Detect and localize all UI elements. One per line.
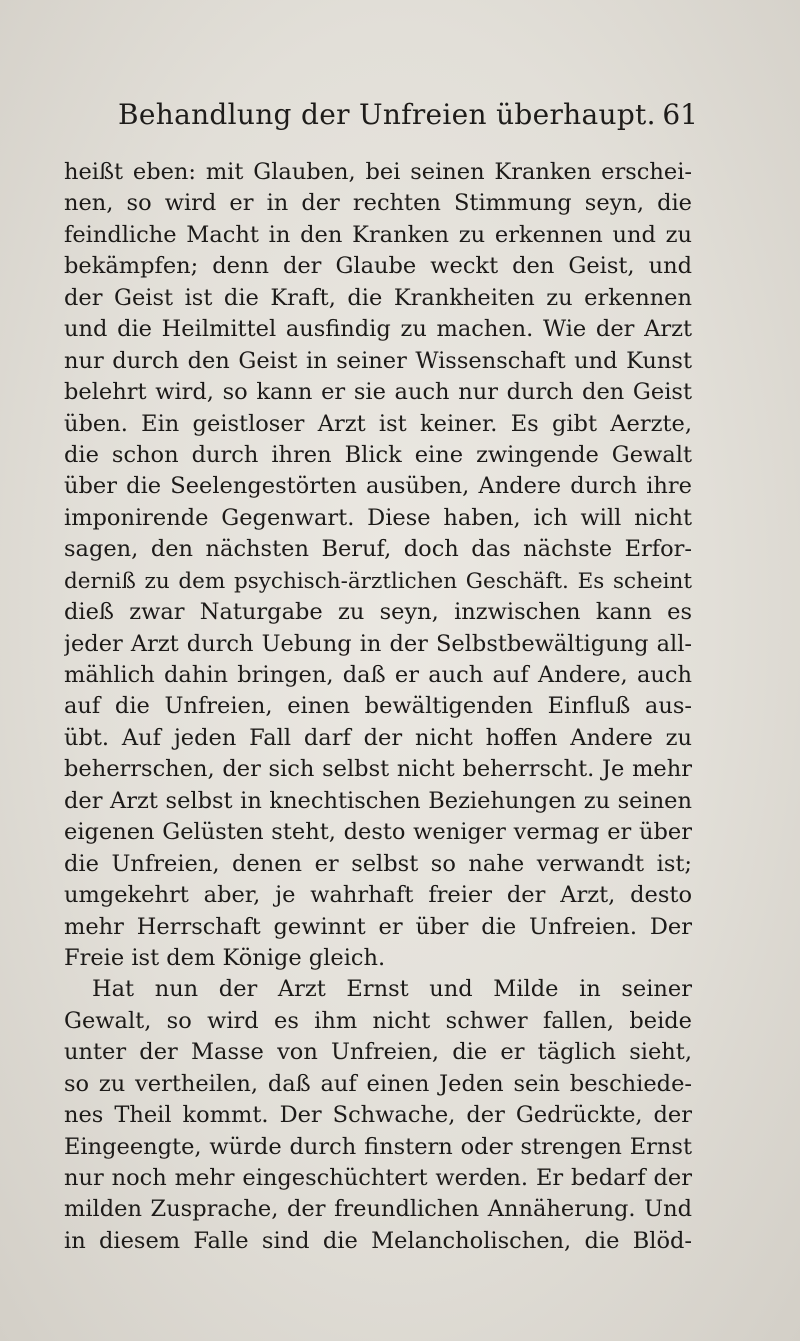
text-line: die schon durch ihren Blick eine zwingende Gewalt — [64, 441, 692, 468]
text-line: mählich dahin bringen, daß er auch auf Andere, auch — [64, 662, 692, 688]
text-line: sagen, den nächsten Beruf, doch das nächste Erfor- — [64, 536, 692, 563]
paragraph-end-line: Freie ist dem Könige gleich. — [64, 944, 386, 971]
text-line: unter der Masse von Unfreien, die er täglich sieht, — [64, 1039, 692, 1066]
text-line: nur durch den Geist in seiner Wissenschaft und Kunst — [64, 347, 692, 374]
text-line: üben. Ein geistloser Arzt ist keiner. Es gibt Aerzte, — [64, 410, 692, 437]
text-line: Gewalt, so wird es ihm nicht schwer fallen, beide — [64, 1007, 692, 1034]
paragraph-start-line: Hat nun der Arzt Ernst und Milde in seiner — [92, 976, 692, 1003]
text-line: übt. Auf jeden Fall darf der nicht hoffen Andere zu — [64, 724, 692, 751]
text-line: nur noch mehr eingeschüchtert werden. Er bedarf der — [64, 1165, 692, 1191]
text-line: imponirende Gegenwart. Diese haben, ich will nicht — [64, 504, 692, 531]
text-line: der Arzt selbst in knechtischen Beziehungen zu seinen — [64, 787, 692, 814]
text-line: die Unfreien, denen er selbst so nahe verwandt ist; — [64, 850, 692, 877]
text-line: heißt eben: mit Glauben, bei seinen Kranken erschei- — [64, 159, 692, 185]
text-line: derniß zu dem psychisch-ärztlichen Geschäft. Es scheint — [64, 568, 692, 594]
text-line: in diesem Falle sind die Melancholischen, die Blöd- — [64, 1227, 692, 1254]
text-line: umgekehrt aber, je wahrhaft freier der Arzt, desto — [64, 882, 692, 909]
text-line: nes Theil kommt. Der Schwache, der Gedrückte, der — [64, 1102, 692, 1129]
text-line: dieß zwar Naturgabe zu seyn, inzwischen kann es — [64, 599, 692, 626]
text-line: und die Heilmittel ausfindig zu machen. Wie der Arzt — [64, 316, 692, 343]
page-header — [118, 98, 698, 138]
text-line: über die Seelengestörten ausüben, Andere durch ihre — [64, 473, 692, 500]
body-text — [64, 157, 692, 1257]
text-line: der Geist ist die Kraft, die Krankheiten zu erkennen — [64, 284, 692, 311]
text-line: belehrt wird, so kann er sie auch nur durch den Geist — [64, 379, 692, 406]
text-line: milden Zusprache, der freundlichen Annäherung. Und — [64, 1196, 692, 1223]
text-line: so zu vertheilen, daß auf einen Jeden sein beschiede- — [64, 1070, 692, 1097]
text-line: mehr Herrschaft gewinnt er über die Unfreien. Der — [64, 913, 692, 940]
text-line: eigenen Gelüsten steht, desto weniger vermag er über — [64, 819, 692, 846]
running-head: Behandlung der Unfreien überhaupt. — [118, 98, 656, 131]
text-line: feindliche Macht in den Kranken zu erkennen und zu — [64, 221, 692, 248]
text-line: auf die Unfreien, einen bewältigenden Einfluß aus- — [64, 693, 692, 720]
text-line: jeder Arzt durch Uebung in der Selbstbewältigung all- — [64, 630, 692, 657]
text-line: nen, so wird er in der rechten Stimmung seyn, die — [64, 190, 692, 217]
text-line: bekämpfen; denn der Glaube weckt den Geist, und — [64, 253, 692, 280]
page-number: 61 — [662, 98, 698, 131]
text-line: Eingeengte, würde durch finstern oder strengen Ernst — [64, 1133, 692, 1160]
text-line: beherrschen, der sich selbst nicht beherrscht. Je mehr — [64, 756, 692, 783]
